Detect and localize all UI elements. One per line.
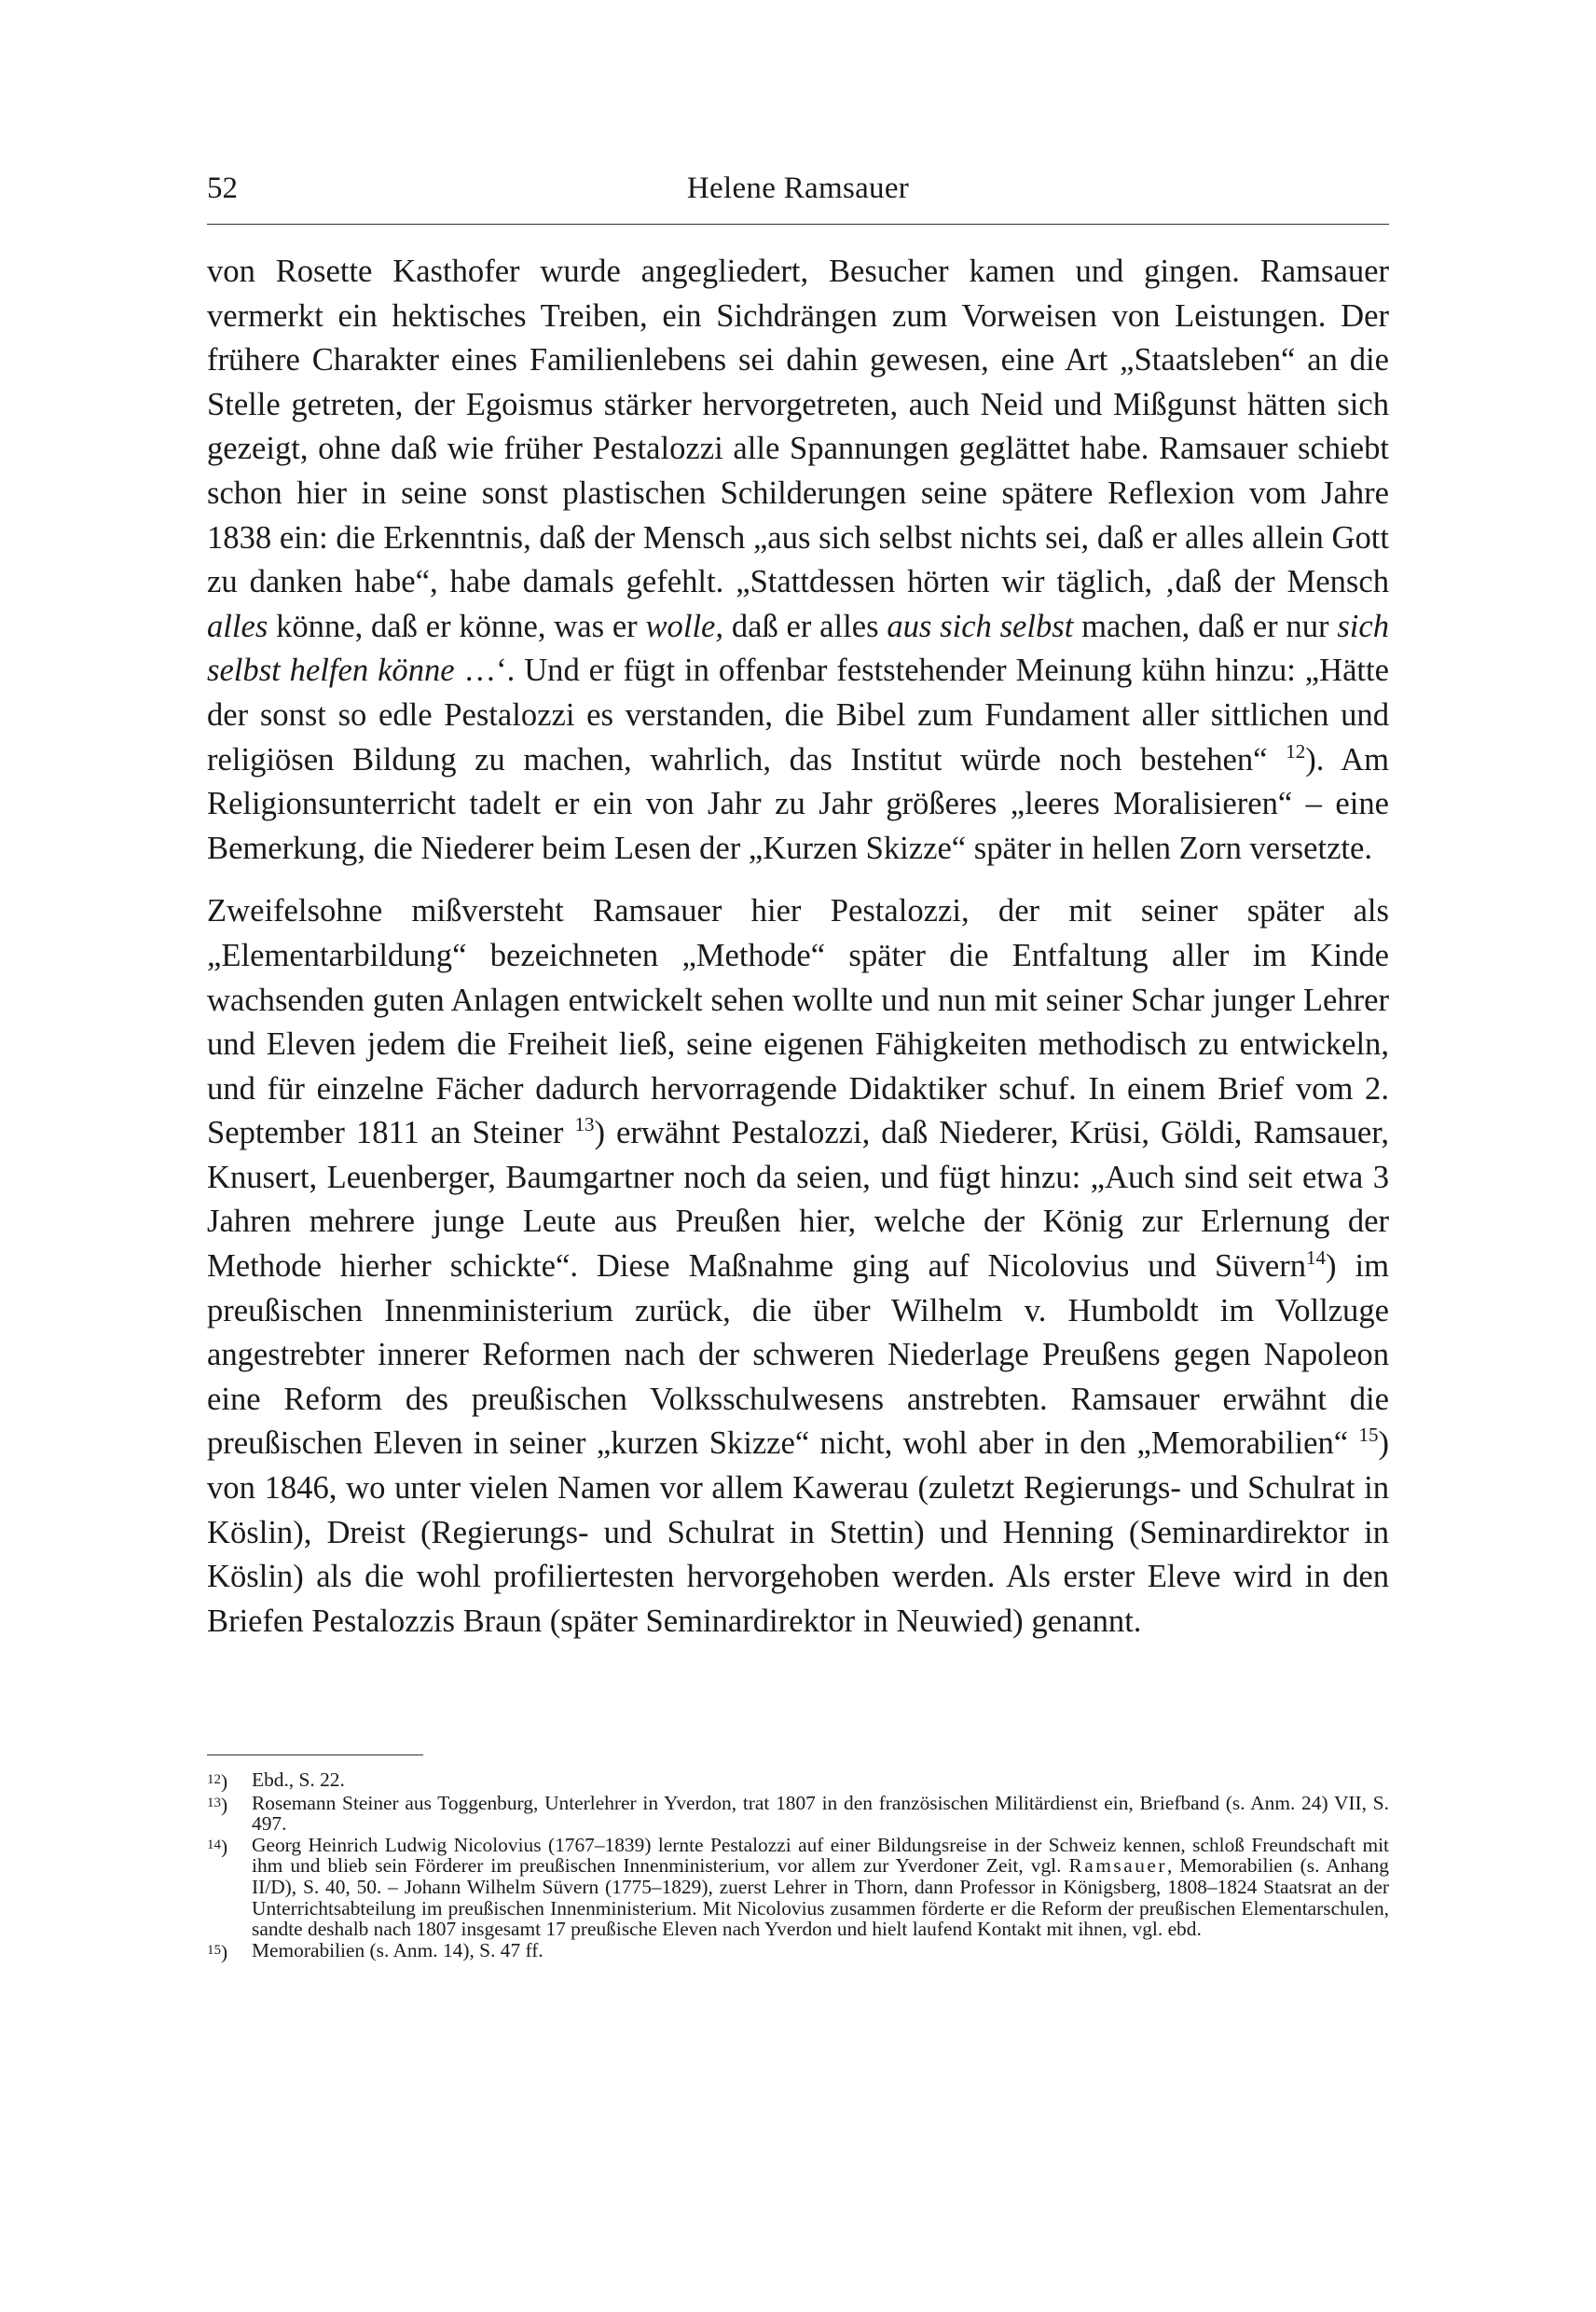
footnote-text: Memorabilien (s. Anm. 14), S. 47 ff. [252,1938,543,1961]
footnote-text [252,1835,1389,1940]
body-text [207,250,1389,1644]
footnote-12 [207,1769,1389,1793]
footnote-marker: $^{13}$) [207,1793,228,1816]
footnote-ref-12: 12 [1286,739,1306,763]
footnote-ref-13: 13 [574,1113,595,1136]
text-run: daß er alles [723,608,887,644]
emphasis-text: alles [207,608,268,644]
footnote-13 [207,1793,1389,1835]
footnotes [207,1769,1389,1962]
header-rule [207,224,1389,225]
author-name-spaced: Ramsauer [1068,1854,1168,1878]
text-run: Zweifelsohne mißversteht Ramsauer hier Pestalozzi, der mit seiner später als „Elementarbildung“ bezeichneten „Methode“ später die Entfaltung aller im Kinde wachsenden guten Anlagen entwickelt sehen wollte und nun mit seiner Schar junger Lehrer und Eleven jedem die Freiheit ließ, seine eigenen Fähigkeiten methodisch zu entwickeln, und für einzelne Fächer dadurch hervorragende Didaktiker schuf. In einem Brief vom 2. September 1811 an Steiner [207,893,1389,1151]
footnote-15 [207,1940,1389,1963]
footnote-ref-15: 15 [1358,1424,1379,1447]
text-run: ) erwähnt Pestalozzi, daß Niederer, Krüsi, Göldi, Ramsauer, Knusert, Leuenberger, Baumgartner noch da seien, und fügt hinzu: „Auch sind seit etwa 3 Jahren mehrere junge Leute aus Preußen hier, welche der König zur Erlernung der Methode hierher schickte“. Diese Maßnahme ging auf Nicolovius und Süvern [207,1115,1389,1285]
text-run: Georg Heinrich Ludwig Nicolovius (1767–1839) lernte Pestalozzi auf einer Bildungsreise in der Schweiz kennen, schloß Freundschaft mit ihm und blieb sein Förderer im preußischen Innenministerium, vor allem zur Yverdoner Zeit, vgl. [252,1833,1389,1878]
emphasis-text: sich selbst helfen könne [207,608,1390,689]
text-run: ) von 1846, wo unter vielen Namen vor allem Kawerau (zuletzt Regierungs- und Schulrat in Köslin), Dreist (Regierungs- und Schulrat in Stettin) und Henning (Seminardirektor in Köslin) als die wohl profiliertesten hervorgehoben werden. Als erster Eleve wird in den Briefen Pestalozzis Braun (später Seminardirektor in Neuwied) genannt. [207,1425,1389,1639]
text-run: ) im preußischen Innenministerium zurück, die über Wilhelm v. Humboldt im Vollzuge angestrebter innerer Reformen nach der schweren Niederlage Preußens gegen Napoleon eine Reform des preußischen Volksschulwesens anstrebten. Ramsauer erwähnt die preußischen Eleven in seiner „kurzen Skizze“ nicht, wohl aber in den „Memorabilien“ [207,1248,1389,1462]
page-header [207,166,1389,211]
text-run: von Rosette Kasthofer wurde angegliedert, Besucher kamen und gingen. Ramsauer vermerkt ein hektisches Treiben, ein Sichdrängen zum Vorweisen von Leistungen. Der frühere Charakter eines Familienlebens sei dahin gewesen, eine Art „Staatsleben“ an die Stelle getreten, der Egoismus stärker hervorgetreten, auch Neid und Mißgunst hätten sich gezeigt, ohne daß wie früher Pestalozzi alle Spannungen geglättet habe. Ramsauer schiebt schon hier in seine sonst plastischen Schilderungen seine spätere Reflexion vom Jahre 1838 ein: die Erkenntnis, daß der Mensch „aus sich selbst nichts sei, daß er alles allein Gott zu danken habe“, habe damals gefehlt. „Stattdessen hörten wir täglich, ‚daß der Mensch [207,254,1389,600]
paragraph-2 [207,889,1389,1644]
paragraph-1 [207,250,1389,871]
footnote-14 [207,1835,1389,1940]
footnote-text: Rosemann Steiner aus Toggenburg, Unterlehrer in Yverdon, trat 1807 in den französischen Militärdienst ein, Briefband (s. Anm. 24) VII, S. 497. [252,1791,1389,1836]
footnote-ref-14: 14 [1306,1246,1327,1270]
footnote-marker: $^{12}$) [207,1770,228,1793]
emphasis-text: wolle, [645,608,724,644]
text-run: , Memorabilien (s. Anhang II/D), S. 40, 50. – Johann Wilhelm Süvern (1775–1829), zuerst Lehrer in Thorn, dann Professor in Königsberg, 1808–1824 Staatsrat an der Unterrichtsabteilung im preußischen Innenministerium. Mit Nicolovius zusammen förderte er die Reform der preußischen Elementarschulen, sandte deshalb nach 1807 insgesamt 17 preußische Eleven nach Yverdon und hielt laufend Kontakt mit ihnen, vgl. ebd. [252,1854,1389,1941]
text-run: ). Am Religionsunterricht tadelt er ein von Jahr zu Jahr größeres „leeres Moralisieren“ – eine Bemerkung, die Niederer beim Lesen der „Kurzen Skizze“ später in hellen Zorn versetzte. [207,741,1390,866]
footnote-marker: $^{15}$) [207,1940,228,1963]
running-title: Helene Ramsauer [686,172,910,205]
text-run: könne, daß er könne, was er [268,608,646,644]
footnote-marker: $^{14}$) [207,1835,228,1858]
text-run: …‘. Und er fügt in offenbar feststehender Meinung kühn hinzu: „Hätte der sonst so edle Pestalozzi es verstanden, die Bibel zum Fundament aller sittlichen und religiösen Bildung zu machen, wahrlich, das Institut würde noch bestehen“ [207,653,1389,778]
emphasis-text: aus sich selbst [887,608,1074,644]
text-run: machen, daß er nur [1073,608,1338,644]
footnote-text: Ebd., S. 22. [252,1768,345,1791]
page-number: 52 [207,172,238,205]
